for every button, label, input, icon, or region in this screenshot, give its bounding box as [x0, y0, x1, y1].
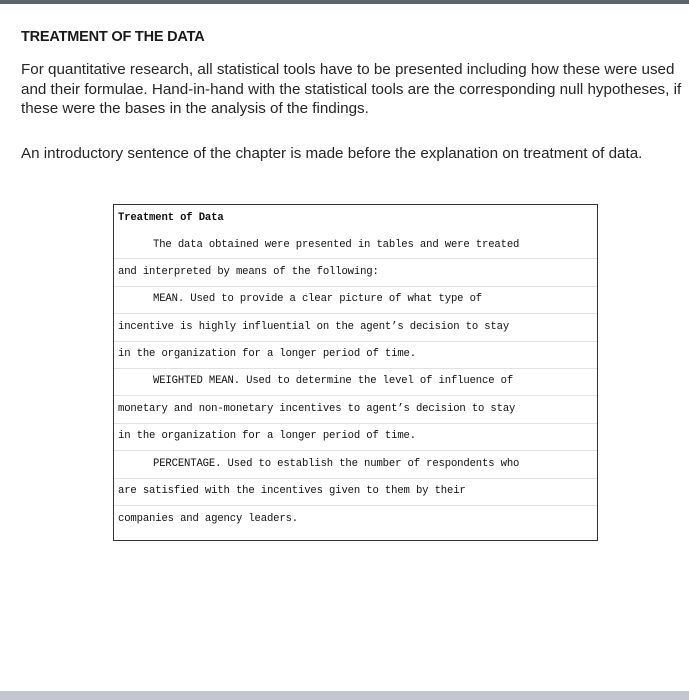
rule-line: [114, 395, 597, 396]
example-box-title: Treatment of Data: [118, 212, 224, 224]
rule-line: [114, 450, 597, 451]
section-heading: TREATMENT OF THE DATA: [21, 29, 205, 45]
rule-line: [114, 258, 597, 259]
example-line: in the organization for a longer period of time.: [118, 348, 416, 360]
example-line: The data obtained were presented in tables and were treated: [153, 239, 520, 251]
rule-line: [114, 423, 597, 424]
rule-line: [114, 505, 597, 506]
example-line: and interpreted by means of the following:: [118, 266, 379, 278]
rule-line: [114, 368, 597, 369]
rule-line: [114, 313, 597, 314]
example-line: MEAN. Used to provide a clear picture of what type of: [153, 293, 482, 305]
rule-line: [114, 478, 597, 479]
example-line: companies and agency leaders.: [118, 513, 299, 525]
bottom-bar: [0, 691, 689, 700]
example-line: incentive is highly influential on the agent’s decision to stay: [118, 321, 510, 333]
example-line: in the organization for a longer period of time.: [118, 430, 416, 442]
top-bar: [0, 0, 689, 4]
paragraph-introductory-sentence: An introductory sentence of the chapter is made before the explanation on treatment of data.: [21, 145, 643, 162]
paragraph-statistical-tools: For quantitative research, all statistical tools have to be presented including how these were used and their formulae. Hand-in-hand with the statistical tools are the corresponding null hypotheses, if these were the bases in the analysis of the findings.: [21, 61, 682, 117]
example-line: WEIGHTED MEAN. Used to determine the level of influence of: [153, 375, 514, 387]
example-line: monetary and non-monetary incentives to agent’s decision to stay: [118, 403, 516, 415]
rule-line: [114, 286, 597, 287]
example-document-box: [113, 204, 598, 541]
example-line: PERCENTAGE. Used to establish the number of respondents who: [153, 458, 520, 470]
rule-line: [114, 341, 597, 342]
example-line: are satisfied with the incentives given to them by their: [118, 485, 466, 497]
